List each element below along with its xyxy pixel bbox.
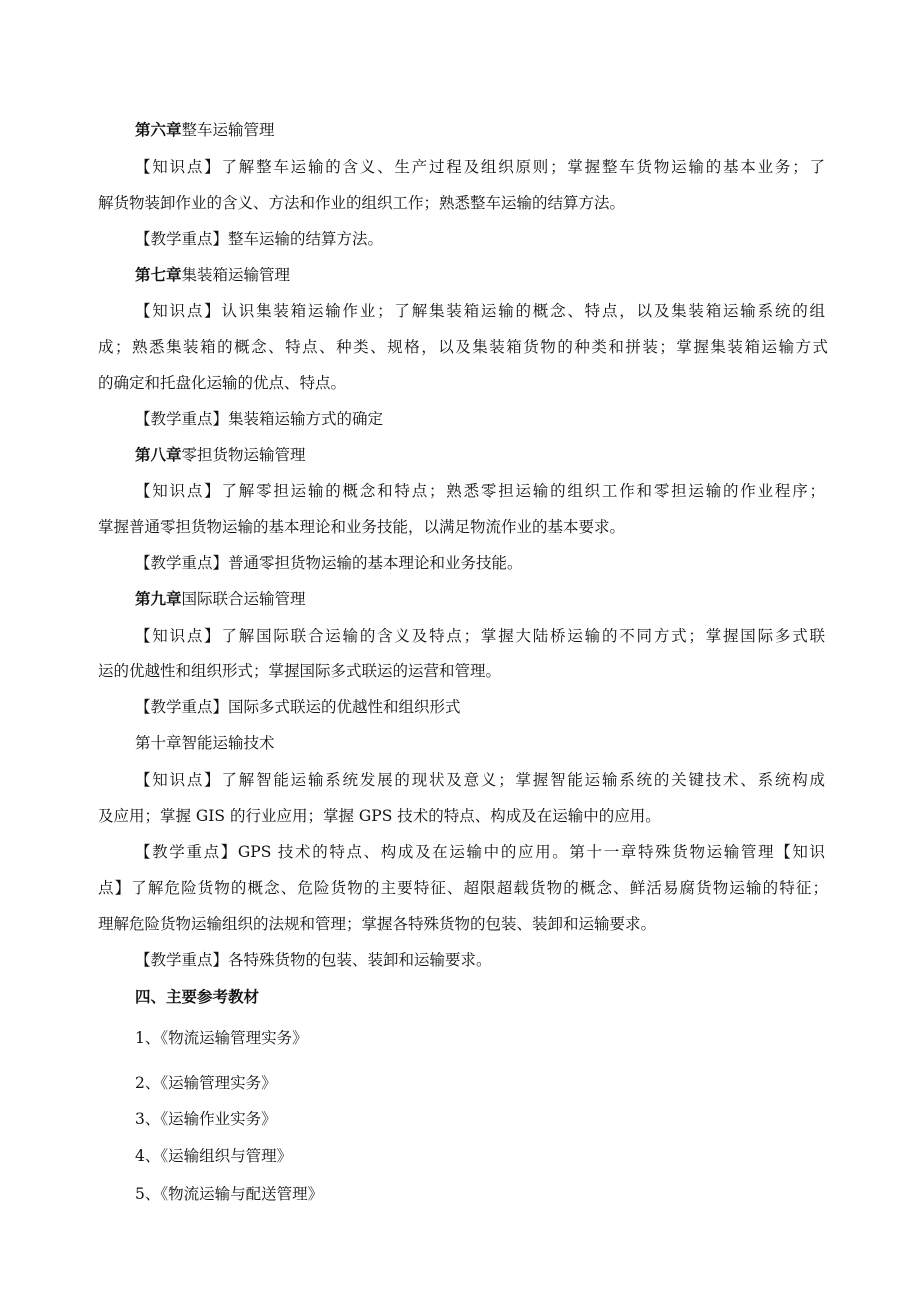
chapter-title: [135, 265, 825, 285]
knowledge-line: [135, 157, 825, 177]
knowledge-text: 了解智能运输系统发展的现状及意义；掌握智能运输系统的关键技术、系统构成: [221, 771, 825, 789]
focus-label: 【教学重点】: [135, 951, 229, 969]
chapter-title: [135, 589, 825, 609]
focus-label: 【教学重点】: [135, 843, 238, 861]
knowledge-label: 【知识点】: [135, 158, 222, 176]
chapter-number: 第八章: [135, 445, 182, 464]
knowledge-text: 了解整车运输的含义、生产过程及组织原则；掌握整车货物运输的基本业务；了: [221, 158, 825, 176]
knowledge-label: 【知识点】: [135, 627, 222, 645]
reference-item: 2、《运输管理实务》: [135, 1074, 277, 1092]
focus-text: 国际多式联运的优越性和组织形式: [228, 698, 461, 716]
focus-label: 【教学重点】: [135, 230, 229, 248]
knowledge-text: 认识集装箱运输作业；了解集装箱运输的概念、特点，以及集装箱运输系统的组: [221, 302, 825, 320]
focus-text: 普通零担货物运输的基本理论和业务技能。: [228, 554, 523, 572]
chapter-name: 零担货物运输管理: [181, 446, 306, 464]
knowledge-line: 的确定和托盘化运输的优点、特点。: [98, 374, 347, 392]
knowledge-line: 及应用；掌握 GIS 的行业应用；掌握 GPS 技术的特点、构成及在运输中的应用。: [98, 807, 661, 825]
reference-item: 1、《物流运输管理实务》: [135, 1029, 308, 1047]
focus-line: [135, 697, 825, 717]
focus-label: 【教学重点】: [135, 410, 229, 428]
chapter-name: 整车运输管理: [181, 121, 275, 139]
knowledge-line: [135, 301, 825, 321]
reference-item: 5、《物流运输与配送管理》: [135, 1185, 324, 1203]
knowledge-line: [135, 626, 825, 646]
focus-line: [135, 553, 825, 573]
focus-line: [135, 842, 825, 862]
focus-line: 理解危险货物运输组织的法规和管理；掌握各特殊货物的包装、装卸和运输要求。: [98, 915, 657, 933]
section-heading: 四、主要参考教材: [135, 987, 260, 1006]
reference-item: 3、《运输作业实务》: [135, 1110, 277, 1128]
knowledge-line: 掌握普通零担货物运输的基本理论和业务技能，以满足物流作业的基本要求。: [98, 518, 626, 536]
chapter-name: 国际联合运输管理: [181, 590, 306, 608]
focus-text: 整车运输的结算方法。: [228, 230, 384, 248]
focus-label: 【教学重点】: [135, 698, 229, 716]
chapter-title: [135, 120, 825, 140]
knowledge-line: [135, 770, 825, 790]
focus-text: 集装箱运输方式的确定: [228, 410, 384, 428]
focus-line: [135, 409, 825, 429]
focus-line: [135, 229, 825, 249]
knowledge-text: 了解零担运输的概念和特点；熟悉零担运输的组织工作和零担运输的作业程序；: [221, 482, 825, 500]
knowledge-label: 【知识点】: [135, 302, 222, 320]
knowledge-line: 成；熟悉集装箱的概念、特点、种类、规格，以及集装箱货物的种类和拼装；掌握集装箱运输方式: [98, 338, 828, 356]
knowledge-line: [135, 481, 825, 501]
reference-item: 4、《运输组织与管理》: [135, 1147, 293, 1165]
focus-text: 各特殊货物的包装、装卸和运输要求。: [228, 951, 492, 969]
knowledge-text: 了解国际联合运输的含义及特点；掌握大陆桥运输的不同方式；掌握国际多式联: [221, 627, 825, 645]
knowledge-line: 解货物装卸作业的含义、方法和作业的组织工作；熟悉整车运输的结算方法。: [98, 194, 626, 212]
chapter-number: 第七章: [135, 265, 182, 284]
focus-line: 点】了解危险货物的概念、危险货物的主要特征、超限超载货物的概念、鲜活易腐货物运输的特征；: [98, 879, 828, 897]
chapter-name: 集装箱运输管理: [181, 266, 291, 284]
focus-label: 【教学重点】: [135, 554, 229, 572]
chapter-title: [135, 445, 825, 465]
knowledge-label: 【知识点】: [135, 771, 222, 789]
focus-text: GPS 技术的特点、构成及在运输中的应用。第十一章特殊货物运输管理【知识: [237, 843, 825, 861]
chapter-number: 第九章: [135, 589, 182, 608]
knowledge-line: 运的优越性和组织形式；掌握国际多式联运的运营和管理。: [98, 662, 502, 680]
focus-line: [135, 950, 825, 970]
chapter-number: 第六章: [135, 120, 182, 139]
knowledge-label: 【知识点】: [135, 482, 222, 500]
chapter-title: 第十章智能运输技术: [135, 734, 275, 752]
